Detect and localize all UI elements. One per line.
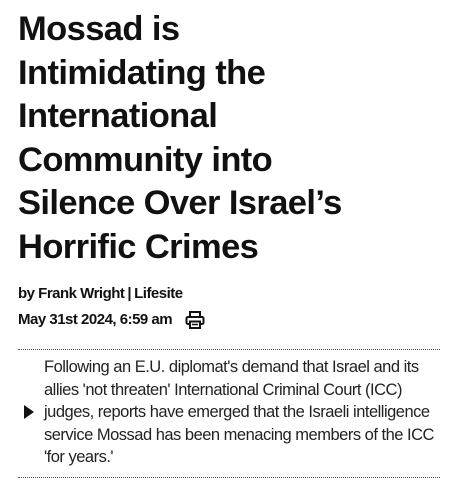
summary-text: Following an E.U. diplomat's demand that Israel and its allies 'not threaten' International Criminal Court (ICC) judges, reports have emerged that the Israeli intelligence service Mossad has been menacing members of the ICC 'for years.' bbox=[44, 358, 434, 466]
article-headline bbox=[18, 8, 448, 269]
byline-source[interactable]: Lifesite bbox=[134, 285, 183, 302]
dateline bbox=[18, 310, 448, 330]
headline-line: Silence Over Israel’s bbox=[18, 184, 342, 222]
headline-line: Horrific Crimes bbox=[18, 227, 259, 266]
byline-separator: | bbox=[127, 285, 132, 302]
byline bbox=[18, 284, 448, 304]
headline-line: International bbox=[18, 97, 218, 135]
headline-line: Mossad is bbox=[18, 10, 180, 48]
headline-line: Community into bbox=[18, 140, 273, 179]
article-header bbox=[18, 8, 448, 330]
byline-author[interactable]: by Frank Wright bbox=[18, 285, 125, 302]
print-button[interactable] bbox=[184, 310, 206, 330]
printer-icon bbox=[185, 311, 205, 329]
summary-bullet bbox=[18, 405, 44, 419]
article-summary bbox=[18, 349, 440, 478]
headline-line: Intimidating the bbox=[18, 53, 266, 92]
publish-date: May 31st 2024, 6:59 am bbox=[18, 311, 173, 328]
triangle-right-icon bbox=[24, 405, 34, 419]
